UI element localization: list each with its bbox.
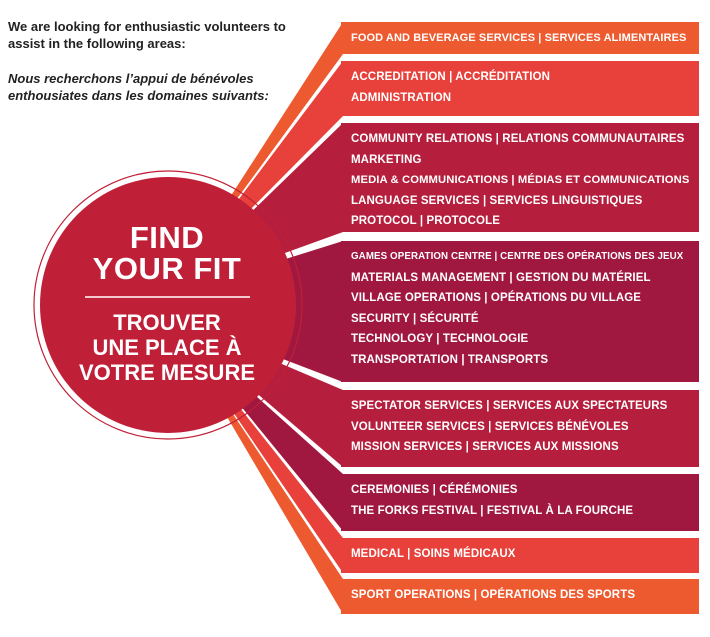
category-item: ADMINISTRATION bbox=[351, 91, 452, 104]
category-item: ACCREDITATION | ACCRÉDITATION bbox=[351, 71, 551, 83]
category-item: TECHNOLOGY | TECHNOLOGIE bbox=[351, 333, 529, 345]
subtitle-line-2: UNE PLACE À bbox=[92, 335, 242, 360]
category-item: SPECTATOR SERVICES | SERVICES AUX SPECTATEURS bbox=[351, 400, 668, 412]
category-box bbox=[341, 538, 699, 573]
category-box bbox=[341, 241, 699, 382]
category-item: MATERIALS MANAGEMENT | GESTION DU MATÉRIEL bbox=[351, 271, 651, 284]
category-item: MARKETING bbox=[351, 153, 422, 166]
category-item: VOLUNTEER SERVICES | SERVICES BÉNÉVOLES bbox=[351, 420, 629, 433]
category-item: THE FORKS FESTIVAL | FESTIVAL À LA FOURCHE bbox=[351, 504, 634, 517]
category-item: SECURITY | SÉCURITÉ bbox=[351, 312, 479, 325]
category-item: VILLAGE OPERATIONS | OPÉRATIONS DU VILLAGE bbox=[351, 292, 642, 304]
category-box bbox=[341, 61, 699, 116]
title-line-2: YOUR FIT bbox=[92, 251, 242, 286]
subtitle-line-3: VOTRE MESURE bbox=[78, 360, 256, 385]
category-box bbox=[341, 579, 699, 614]
category-item: GAMES OPERATION CENTRE | CENTRE DES OPÉRATIONS DES JEUX bbox=[351, 251, 684, 262]
category-item: PROTOCOL | PROTOCOLE bbox=[351, 215, 500, 227]
category-box bbox=[341, 390, 699, 467]
category-item: MISSION SERVICES | SERVICES AUX MISSIONS bbox=[351, 441, 619, 453]
title-divider bbox=[85, 296, 250, 298]
category-box bbox=[341, 474, 699, 531]
category-item: FOOD AND BEVERAGE SERVICES | SERVICES ALIMENTAIRES bbox=[351, 32, 687, 44]
category-item: MEDIA & COMMUNICATIONS | MÉDIAS ET COMMUNICATIONS bbox=[351, 174, 690, 186]
category-box bbox=[341, 22, 699, 54]
category-box bbox=[341, 123, 699, 232]
category-item: LANGUAGE SERVICES | SERVICES LINGUISTIQUES bbox=[351, 194, 643, 207]
center-circle-text bbox=[55, 222, 279, 385]
category-item: SPORT OPERATIONS | OPÉRATIONS DES SPORTS bbox=[351, 589, 636, 601]
category-item: TRANSPORTATION | TRANSPORTS bbox=[351, 353, 549, 366]
category-item: COMMUNITY RELATIONS | RELATIONS COMMUNAUTAIRES bbox=[351, 133, 685, 145]
subtitle-line-1: TROUVER bbox=[113, 310, 221, 335]
intro-french: Nous recherchons l’appui de bénévoles enthousiates dans les domaines suivants: bbox=[8, 71, 269, 103]
title-line-1: FIND bbox=[129, 220, 205, 255]
intro-english: We are looking for enthusiastic volunteers to assist in the following areas: bbox=[8, 19, 286, 51]
category-item: MEDICAL | SOINS MÉDICAUX bbox=[351, 548, 516, 560]
category-item: CEREMONIES | CÉRÉMONIES bbox=[351, 484, 518, 496]
